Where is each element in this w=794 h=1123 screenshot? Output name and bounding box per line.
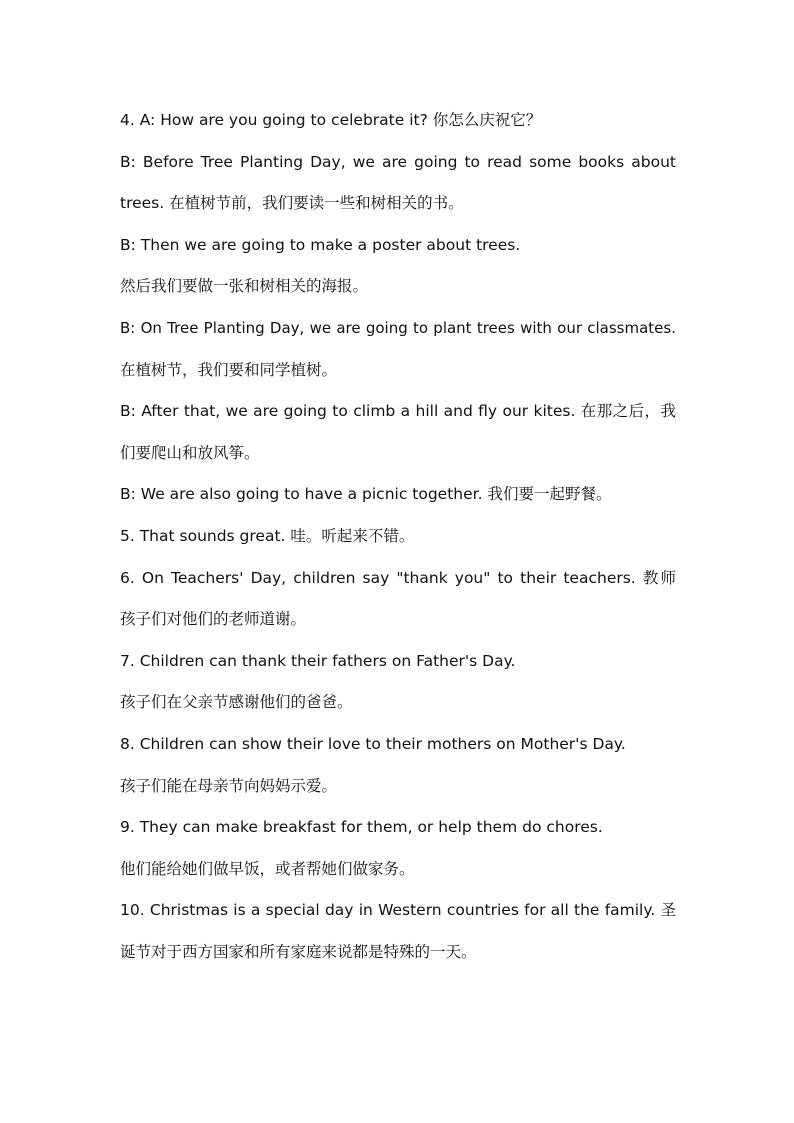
text-line: B: We are also going to have a picnic together. 我们要一起野餐。 — [120, 485, 612, 504]
text-line: 孩子们在父亲节感谢他们的爸爸。 — [120, 693, 353, 712]
text-line: 5. That sounds great. 哇。听起来不错。 — [120, 526, 415, 545]
text-line: 诞节对于西方国家和所有家庭来说都是特殊的一天。 — [120, 942, 477, 961]
text-line: 7. Children can thank their fathers on Father's Day. — [120, 651, 516, 670]
document-body — [120, 100, 676, 973]
text-line: 4. A: How are you going to celebrate it? 你怎么庆祝它？ — [120, 111, 542, 129]
text-line: 8. Children can show their love to their mothers on Mother's Day. — [120, 734, 626, 753]
text-line: B: On Tree Planting Day, we are going to plant trees with our classmates. — [120, 318, 676, 337]
text-line: 6. On Teachers' Day, children say "thank you" to their teachers. 教师 — [120, 568, 676, 587]
text-line: trees. 在植树节前，我们要读一些和树相关的书。 — [120, 194, 464, 213]
text-line: 孩子们对他们的老师道谢。 — [120, 610, 307, 629]
text-line: 他们能给她们做早饭，或者帮她们做家务。 — [120, 859, 415, 878]
text-line: 在植树节，我们要和同学植树。 — [120, 360, 338, 379]
text-line: 孩子们能在母亲节向妈妈示爱。 — [120, 776, 338, 795]
text-line: B: Then we are going to make a poster about trees. — [120, 235, 521, 254]
text-line: 10. Christmas is a special day in Western countries for all the family. 圣 — [120, 901, 676, 920]
text-line: 们要爬山和放风筝。 — [120, 443, 260, 462]
text-line: B: After that, we are going to climb a hill and fly our kites. 在那之后，我 — [120, 402, 676, 421]
text-line: 9. They can make breakfast for them, or help them do chores. — [120, 818, 603, 837]
text-line: B: Before Tree Planting Day, we are going to read some books about — [120, 152, 676, 171]
text-line: 然后我们要做一张和树相关的海报。 — [120, 277, 369, 296]
